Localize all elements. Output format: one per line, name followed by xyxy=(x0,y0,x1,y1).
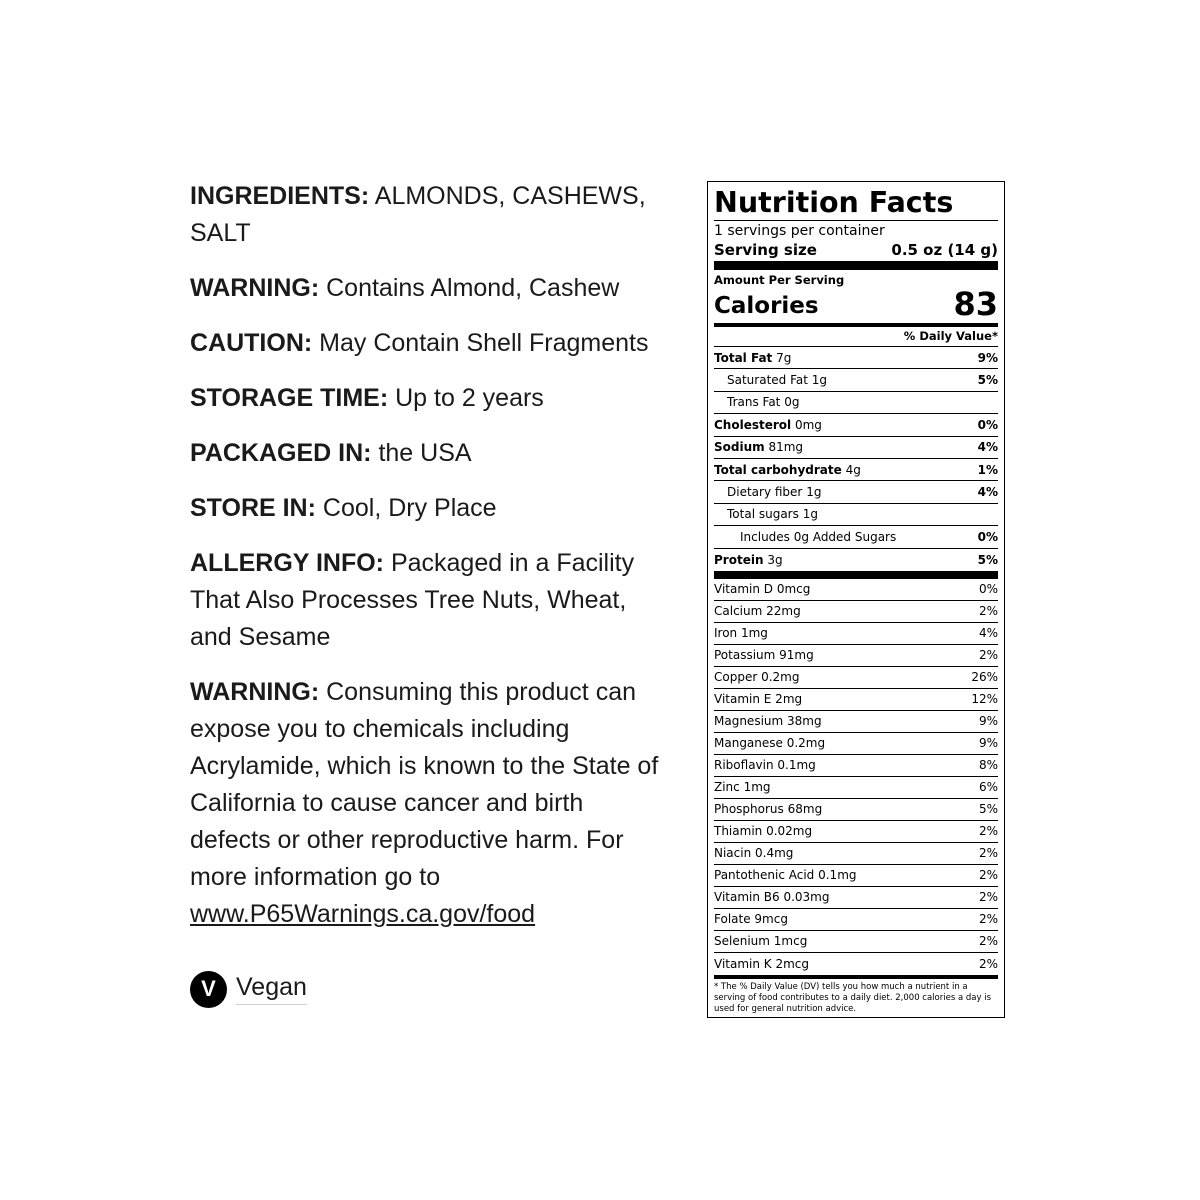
calories-label: Calories xyxy=(714,293,819,319)
vitamin-row xyxy=(714,843,998,865)
vitamin-dv: 2% xyxy=(978,604,998,619)
packaged-in-section xyxy=(190,435,670,472)
nutrient-dv: 5% xyxy=(977,552,998,567)
nutrient-name: Total sugars xyxy=(727,507,799,522)
vitamin-name: Manganese 0.2mg xyxy=(714,736,826,751)
vitamin-name: Selenium 1mcg xyxy=(714,934,808,949)
nutrient-row xyxy=(714,459,998,481)
vitamin-dv: 2% xyxy=(978,956,998,971)
ingredients-text: ALMONDS, CASHEWS, SALT xyxy=(190,182,646,247)
vitamin-dv: 2% xyxy=(978,868,998,883)
vitamin-dv: 2% xyxy=(978,890,998,905)
vitamin-dv: 26% xyxy=(971,670,998,685)
vitamin-dv: 4% xyxy=(978,626,998,641)
nutrient-amount: 1g xyxy=(811,373,828,388)
product-info xyxy=(190,178,670,951)
vitamin-name: Vitamin B6 0.03mg xyxy=(714,890,830,905)
caution-section xyxy=(190,325,670,362)
vitamin-name: Vitamin E 2mg xyxy=(714,692,803,707)
nutrient-name: Cholesterol xyxy=(714,417,792,432)
vegan-badge-icon: V xyxy=(190,971,227,1008)
vitamin-dv: 5% xyxy=(978,802,998,817)
vitamin-row xyxy=(714,623,998,645)
vitamin-row xyxy=(714,931,998,953)
allergen-warning-label: WARNING: xyxy=(190,274,320,302)
nutrient-dv: 1% xyxy=(977,462,998,477)
allergen-warning-section xyxy=(190,270,670,307)
nutrient-dv: 4% xyxy=(977,440,998,455)
nutrient-amount: 1g xyxy=(806,485,822,500)
nutrient-row xyxy=(714,369,998,391)
calories-row xyxy=(714,287,998,321)
p65-warnings-link[interactable]: www.P65Warnings.ca.gov/food xyxy=(190,900,536,928)
vitamin-dv: 2% xyxy=(978,934,998,949)
vitamin-name: Iron 1mg xyxy=(714,626,768,641)
vitamin-dv: 9% xyxy=(978,736,998,751)
vitamin-dv: 2% xyxy=(978,912,998,927)
nutrient-name: Protein xyxy=(714,552,764,567)
nutrient-row xyxy=(714,437,998,459)
vitamin-row xyxy=(714,689,998,711)
storage-time-section xyxy=(190,380,670,417)
vitamin-dv: 6% xyxy=(978,780,998,795)
nutrition-facts-title: Nutrition Facts xyxy=(714,186,998,221)
store-in-section xyxy=(190,490,670,527)
vitamin-row xyxy=(714,645,998,667)
nutrient-amount: 3g xyxy=(767,552,783,567)
nutrient-dv: 4% xyxy=(977,485,998,500)
serving-size-row xyxy=(714,240,998,260)
thick-divider xyxy=(714,261,998,270)
vitamin-row xyxy=(714,887,998,909)
caution-text: May Contain Shell Fragments xyxy=(319,329,649,357)
nutrient-name: Total Fat xyxy=(714,350,773,365)
store-in-label: STORE IN: xyxy=(190,494,316,522)
serving-size-label: Serving size xyxy=(714,241,817,259)
prop65-warning-label: WARNING: xyxy=(190,678,320,706)
vegan-label: Vegan xyxy=(236,973,307,1005)
vitamin-name: Calcium 22mg xyxy=(714,604,801,619)
vitamin-row xyxy=(714,733,998,755)
storage-time-label: STORAGE TIME: xyxy=(190,384,389,412)
vitamin-row xyxy=(714,799,998,821)
nutrient-amount: 1g xyxy=(802,507,818,522)
vitamin-dv: 9% xyxy=(978,714,998,729)
vitamin-name: Folate 9mcg xyxy=(714,912,788,927)
vitamin-dv: 2% xyxy=(978,846,998,861)
nutrient-row xyxy=(714,549,998,571)
vitamin-row xyxy=(714,865,998,887)
storage-time-text: Up to 2 years xyxy=(395,384,544,412)
calories-value: 83 xyxy=(953,285,998,323)
vitamin-name: Zinc 1mg xyxy=(714,780,771,795)
vitamin-dv: 12% xyxy=(971,692,998,707)
vitamin-dv: 0% xyxy=(978,582,998,597)
vitamin-dv: 2% xyxy=(978,824,998,839)
vitamin-row xyxy=(714,953,998,975)
ingredients-section xyxy=(190,178,670,252)
vitamin-row xyxy=(714,821,998,843)
nutrient-name: Sodium xyxy=(714,440,765,455)
vitamin-dv: 2% xyxy=(978,648,998,663)
nutrient-name: Saturated Fat xyxy=(727,373,808,388)
nutrient-amount: 4g xyxy=(845,462,861,477)
vitamin-name: Riboflavin 0.1mg xyxy=(714,758,816,773)
nutrient-amount: 0g xyxy=(784,395,800,410)
vitamin-row xyxy=(714,579,998,601)
allergen-warning-text: Contains Almond, Cashew xyxy=(326,274,620,302)
vitamin-row xyxy=(714,909,998,931)
vitamin-name: Potassium 91mg xyxy=(714,648,814,663)
nutrition-facts-panel xyxy=(707,181,1005,1018)
nutrient-dv: 0% xyxy=(977,529,998,544)
vitamin-row xyxy=(714,601,998,623)
nutrient-name: Dietary fiber xyxy=(727,485,803,500)
daily-value-header: % Daily Value* xyxy=(714,327,998,347)
allergy-info-label: ALLERGY INFO: xyxy=(190,549,384,577)
vitamin-name: Niacin 0.4mg xyxy=(714,846,794,861)
vitamin-name: Copper 0.2mg xyxy=(714,670,800,685)
ingredients-label: INGREDIENTS: xyxy=(190,182,370,210)
vitamin-name: Vitamin D 0mcg xyxy=(714,582,811,597)
prop65-warning-section xyxy=(190,674,670,933)
serving-size-value: 0.5 oz (14 g) xyxy=(891,241,998,259)
nutrient-name: Trans Fat xyxy=(727,395,781,410)
vitamin-name: Magnesium 38mg xyxy=(714,714,822,729)
footer-divider xyxy=(714,975,998,979)
allergy-info-section xyxy=(190,545,670,656)
servings-per-container: 1 servings per container xyxy=(714,223,885,239)
nutrient-row xyxy=(714,481,998,503)
vegan-indicator xyxy=(190,969,307,1009)
nutrient-row xyxy=(714,526,998,548)
nutrient-name: Total carbohydrate xyxy=(714,462,842,477)
vitamin-row xyxy=(714,711,998,733)
packaged-in-label: PACKAGED IN: xyxy=(190,439,372,467)
vitamin-dv: 8% xyxy=(978,758,998,773)
daily-value-footnote: * The % Daily Value (DV) tells you how much a nutrient in a serving of food contributes to a daily diet. 2,000 calories a day is used for general nutrition advice. xyxy=(714,981,992,1014)
nutrient-dv: 5% xyxy=(977,373,998,388)
vitamin-row xyxy=(714,667,998,689)
vitamin-row xyxy=(714,755,998,777)
caution-label: CAUTION: xyxy=(190,329,313,357)
nutrient-dv: 9% xyxy=(977,350,998,365)
nutrient-dv: 0% xyxy=(977,417,998,432)
vitamin-row xyxy=(714,777,998,799)
nutrient-amount: 0mg xyxy=(794,417,822,432)
prop65-warning-text: Consuming this product can expose you to chemicals including Acrylamide, which is known to the State of California to cause cancer and birth defects or other reproductive harm. For more information go to xyxy=(190,678,659,891)
nutrient-name: Includes 0g Added Sugars xyxy=(740,529,897,544)
vitamin-name: Pantothenic Acid 0.1mg xyxy=(714,868,857,883)
nutrient-row xyxy=(714,392,998,414)
allergy-info-text: Packaged in a Facility That Also Processes Tree Nuts, Wheat, and Sesame xyxy=(190,549,635,651)
nutrient-row xyxy=(714,347,998,369)
store-in-text: Cool, Dry Place xyxy=(322,494,497,522)
packaged-in-text: the USA xyxy=(378,439,472,467)
vitamin-name: Phosphorus 68mg xyxy=(714,802,823,817)
vitamin-name: Vitamin K 2mcg xyxy=(714,956,810,971)
nutrient-amount: 7g xyxy=(776,350,792,365)
vitamin-name: Thiamin 0.02mg xyxy=(714,824,813,839)
nutrient-amount: 81mg xyxy=(768,440,804,455)
amount-per-serving: Amount Per Serving xyxy=(714,273,845,287)
nutrient-row xyxy=(714,504,998,526)
thick-divider xyxy=(714,571,998,579)
nutrient-row xyxy=(714,414,998,436)
